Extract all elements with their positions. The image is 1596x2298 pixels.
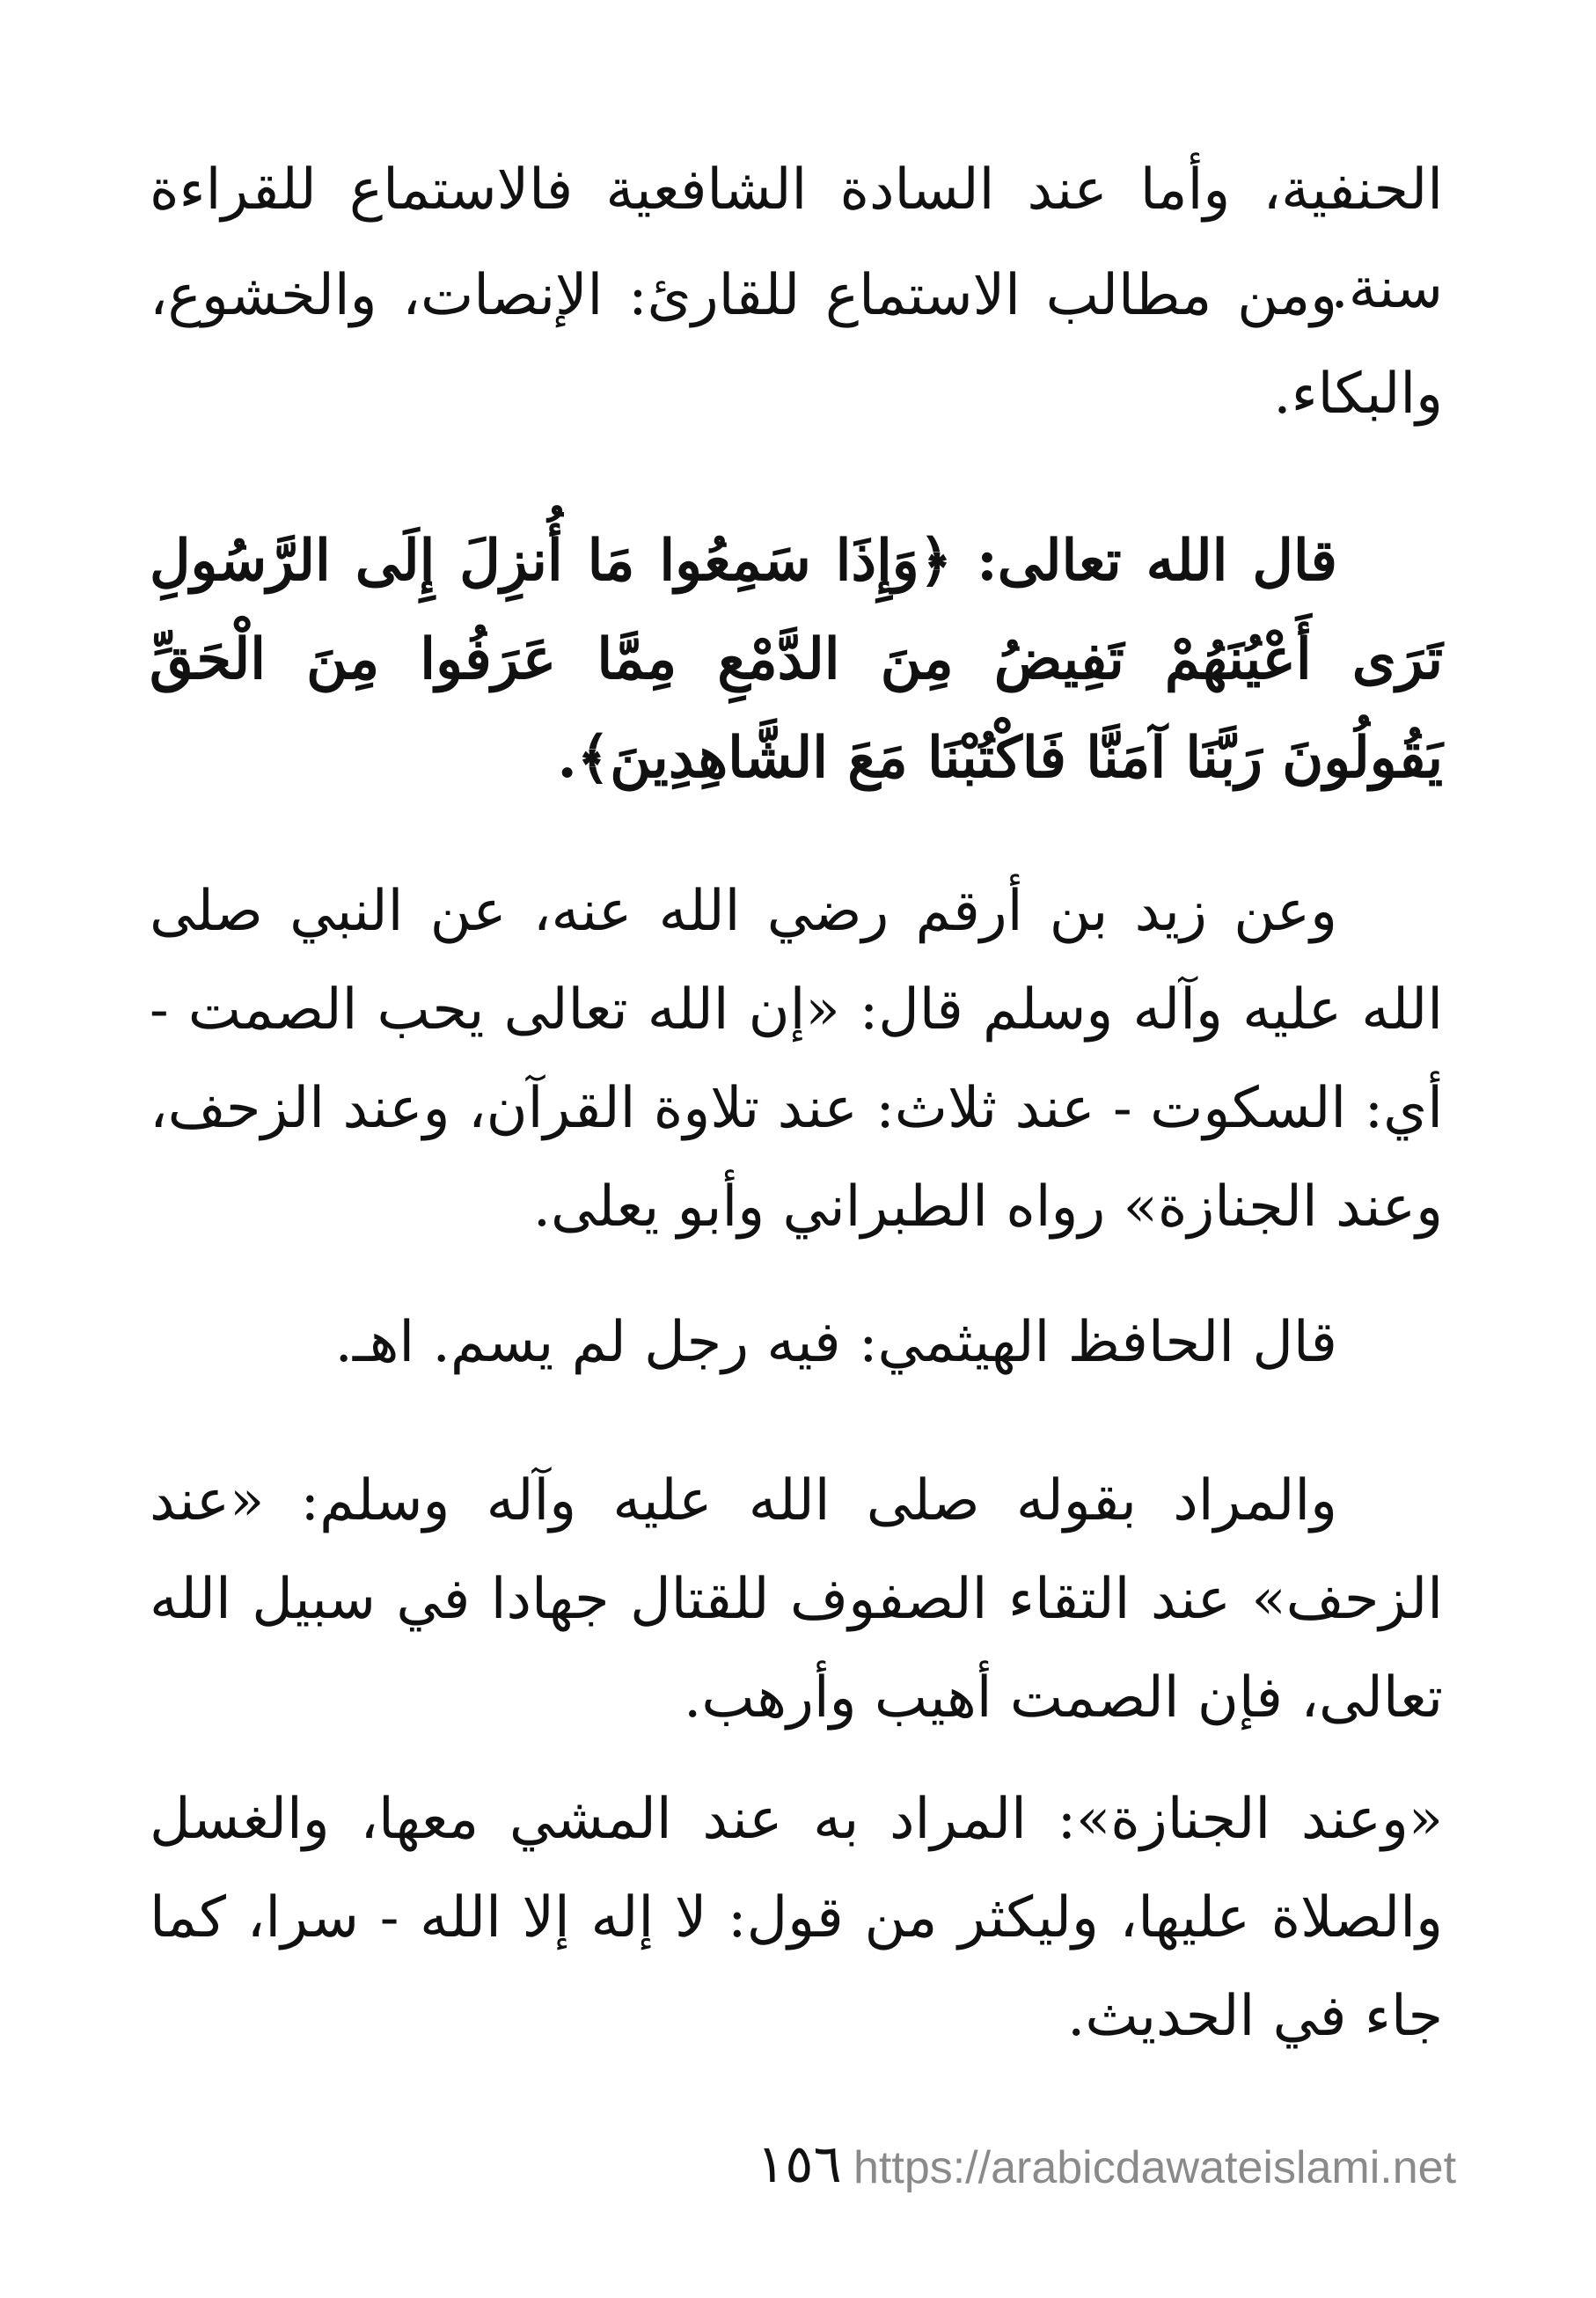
paragraph-intro: الحنفية، وأما عند السادة الشافعية فالاستماع للقراءة سنة. — [150, 157, 1443, 321]
paragraph-hadith: وعن زيد بن أرقم رضي الله عنه، عن النبي صلى الله عليه وآله وسلم قال: «إن الله تعالى يحب الصمت - أي: السكوت - عند ثلاث: عند تلاوة القرآن، وعند الزحف، وعند الجنازة» رواه الطبراني وأبو يعلى. — [150, 879, 1444, 1240]
paragraph-janazah-explanation: «وعند الجنازة»: المراد به عند المشي معها، والغسل والصلاة عليها، وليكثر من قول: لا إله إلا الله - سرا، كما جاء في الحديث. — [150, 1787, 1443, 2049]
paragraph-zahf-explanation: والمراد بقوله صلى الله عليه وآله وسلم: «عند الزحف» عند التقاء الصفوف للقتال جهادا في سبيل الله تعالى، فإن الصمت أهيب وأرهب. — [150, 1468, 1443, 1731]
page-number: ١٥٦ — [757, 2133, 842, 2195]
paragraph-quran-verse: قال الله تعالى: ﴿وَإِذَا سَمِعُوا مَا أُنزِلَ إِلَى الرَّسُولِ تَرَى أَعْيُنَهُمْ تَفِيضُ مِنَ الدَّمْعِ مِمَّا عَرَفُوا مِنَ الْحَقِّ يَقُولُونَ رَبَّنَا آمَنَّا فَاكْتُبْنَا مَعَ الشَّاهِدِينَ﴾. — [150, 528, 1443, 791]
paragraph-listening-requirements: ومن مطالب الاستماع للقارئ: الإنصات، والخشوع، والبكاء. — [150, 263, 1443, 427]
watermark-url: https://arabicdawateislami.net — [853, 2142, 1457, 2193]
paragraph-haythami-comment: قال الحافظ الهيثمي: فيه رجل لم يسم. اهـ. — [334, 1310, 1337, 1375]
